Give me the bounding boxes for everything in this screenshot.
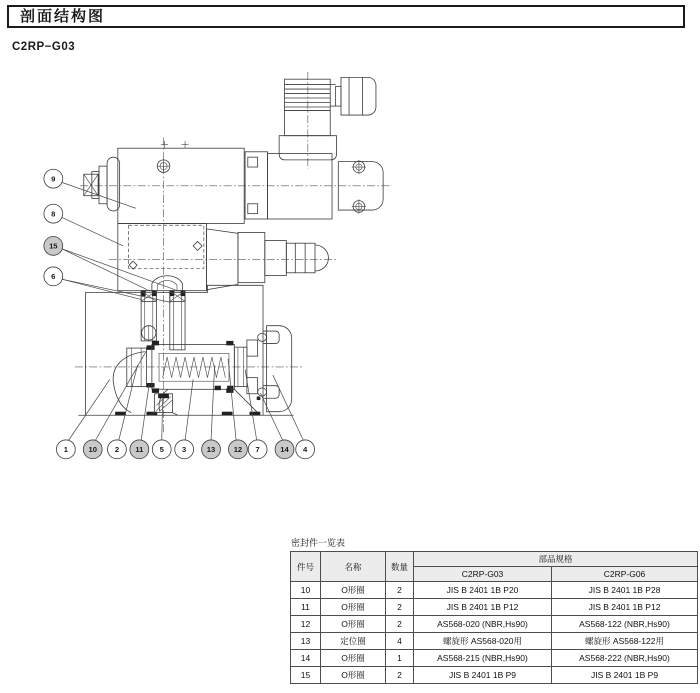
- table-cell: 10: [291, 582, 321, 599]
- balloon-leader-line: [260, 393, 282, 441]
- balloon-leader-line: [211, 365, 215, 440]
- table-cell: JIS B 2401 1B P9: [414, 667, 552, 684]
- table-cell: 4: [386, 633, 414, 650]
- part-balloon-number: 2: [114, 445, 120, 455]
- model-code: C2RP−G03: [12, 41, 76, 53]
- table-cell: 螺旋形 AS568-020用: [414, 633, 552, 650]
- table-cell: JIS B 2401 1B P12: [414, 599, 552, 616]
- table-cell: AS568-020 (NBR,Hs90): [414, 616, 552, 633]
- table-cell: 11: [291, 599, 321, 616]
- balloon-leader-line: [61, 249, 147, 290]
- solenoid-assembly: [84, 141, 383, 223]
- cable-connector: [279, 77, 376, 159]
- table-row: [291, 616, 698, 633]
- balloon-leader-line: [95, 349, 147, 440]
- part-balloon-number: 5: [159, 445, 164, 455]
- table-cell: AS568-122 (NBR,Hs90): [552, 616, 698, 633]
- table-cell: 12: [291, 616, 321, 633]
- part-balloon-number: 8: [51, 209, 56, 219]
- col-header-g06: C2RP-G06: [552, 567, 698, 582]
- part-balloon-number: 11: [135, 445, 144, 455]
- col-header-g03: C2RP-G03: [414, 567, 552, 582]
- table-cell: JIS B 2401 1B P28: [552, 582, 698, 599]
- col-header-qty: 数量: [386, 552, 414, 582]
- col-header-spec: 部品规格: [414, 552, 698, 567]
- table-cell: O形圈: [321, 582, 386, 599]
- part-balloon-number: 14: [280, 445, 289, 455]
- col-header-name: 名称: [321, 552, 386, 582]
- table-cell: AS568-222 (NBR,Hs90): [552, 650, 698, 667]
- table-cell: 15: [291, 667, 321, 684]
- table-cell: 1: [386, 650, 414, 667]
- main-valve-body: [78, 285, 293, 415]
- table-cell: O形圈: [321, 616, 386, 633]
- part-balloon-number: 7: [255, 445, 260, 455]
- table-cell: O形圈: [321, 599, 386, 616]
- balloon-leader-line: [185, 379, 193, 440]
- table-cell: JIS B 2401 1B P9: [552, 667, 698, 684]
- part-balloon-number: 6: [51, 272, 56, 282]
- table-row: [291, 667, 698, 684]
- balloon-leader-line: [245, 370, 257, 441]
- seal-parts-table-area: [290, 536, 698, 684]
- cross-section-diagram: [0, 55, 440, 530]
- table-cell: 2: [386, 667, 414, 684]
- balloon-leader-line: [119, 365, 138, 440]
- table-row: [291, 582, 698, 599]
- balloon-leader-line: [61, 279, 142, 300]
- table-cell: 2: [386, 616, 414, 633]
- table-cell: 14: [291, 650, 321, 667]
- part-balloon-number: 9: [51, 174, 56, 184]
- table-cell: O形圈: [321, 650, 386, 667]
- table-row: [291, 599, 698, 616]
- table-cell: 定位圈: [321, 633, 386, 650]
- table-cell: O形圈: [321, 667, 386, 684]
- col-header-part-no: 件号: [291, 552, 321, 582]
- centerlines: [75, 72, 392, 434]
- seal-table-title: 密封件一览表: [291, 538, 346, 548]
- part-balloon-number: 15: [49, 241, 58, 251]
- balloon-leader-line: [273, 375, 303, 440]
- section-title-box: [7, 5, 685, 28]
- balloon-leader-line: [69, 379, 110, 440]
- balloon-leader-line: [61, 182, 135, 208]
- page-title: 剖面结构图: [20, 8, 106, 25]
- balloon-leader-line: [61, 217, 123, 246]
- table-cell: JIS B 2401 1B P20: [414, 582, 552, 599]
- balloon-leader-line: [228, 359, 236, 441]
- table-row: [291, 633, 698, 650]
- part-balloon-number: 12: [233, 445, 243, 455]
- table-cell: JIS B 2401 1B P12: [552, 599, 698, 616]
- part-balloon-number: 4: [303, 445, 308, 455]
- table-row: [291, 650, 698, 667]
- part-balloon-number: 1: [63, 445, 68, 455]
- part-balloon-number: 13: [206, 445, 216, 455]
- table-cell: 2: [386, 599, 414, 616]
- table-cell: 13: [291, 633, 321, 650]
- part-balloon-number: 10: [88, 445, 97, 455]
- seal-parts-table: [290, 551, 698, 684]
- table-cell: AS568-215 (NBR,Hs90): [414, 650, 552, 667]
- table-cell: 2: [386, 582, 414, 599]
- part-balloon-number: 3: [182, 445, 187, 455]
- table-cell: 螺旋形 AS568-122用: [552, 633, 698, 650]
- mounting-studs: [141, 291, 185, 350]
